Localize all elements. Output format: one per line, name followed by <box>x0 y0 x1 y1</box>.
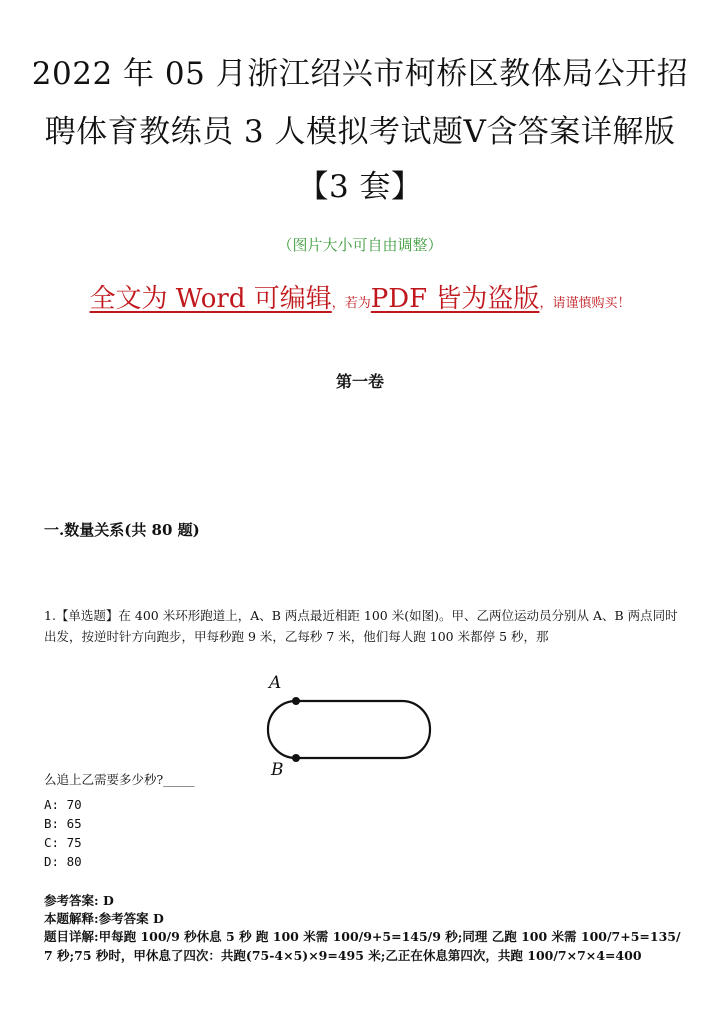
warning-editable-text: 全文为 Word 可编辑 <box>89 284 332 314</box>
track-figure <box>262 672 442 782</box>
point-b-marker <box>292 754 300 762</box>
warning-connector-text: ，若为 <box>331 296 371 311</box>
section-title: 一.数量关系(共 80 题) <box>44 521 200 539</box>
point-a-marker <box>292 697 300 705</box>
volume-title: 第一卷 <box>335 372 384 391</box>
reference-answer: 参考答案: D <box>44 893 114 908</box>
point-b-label: B <box>271 760 284 780</box>
option-d: D: 80 <box>44 854 82 869</box>
answer-detail: 题目详解:甲每跑 100/9 秒休息 5 秒 跑 100 米需 100/9+5=145/9 秒;同理 乙跑 100 米需 100/7+5=135/7 秒;75 秒时，甲休息了四次：共跑(75-4×5)×9=495 米;乙正在休息第四次，共跑 100/7×7×4=400 <box>44 929 681 963</box>
document-title-line-2: 聘体育教练员 3 人模拟考试题Ⅴ含答案详解版 <box>44 114 676 150</box>
document-title-line-1: 2022 年 05 月浙江绍兴市柯桥区教体局公开招 <box>31 56 689 92</box>
answer-explanation: 本题解释:参考答案 D <box>44 911 164 926</box>
oval-track-diagram <box>262 672 442 782</box>
point-a-label: A <box>269 673 282 693</box>
question-text-continued: 么追上乙需要多少秒?_____ <box>44 772 195 787</box>
warning-caution-text: ，请谨慎购买！ <box>539 296 631 311</box>
image-resize-notice: （图片大小可自由调整） <box>277 236 443 254</box>
question-text: 1.【单选题】在 400 米环形跑道上，A、B 两点最近相距 100 米(如图)。甲、乙两位运动员分别从 A、B 两点同时出发，按逆时针方向跑步，甲每秒跑 9 米，乙每秒 7 米，他们每人跑 100 米都停 5 秒，那 <box>44 608 678 644</box>
option-a: A: 70 <box>44 797 82 812</box>
option-c: C: 75 <box>44 835 82 850</box>
piracy-warning <box>0 278 720 315</box>
document-title-line-3: 【3 套】 <box>297 169 423 205</box>
option-b: B: 65 <box>44 816 82 831</box>
warning-pdf-text: PDF 皆为盗版 <box>370 284 540 314</box>
